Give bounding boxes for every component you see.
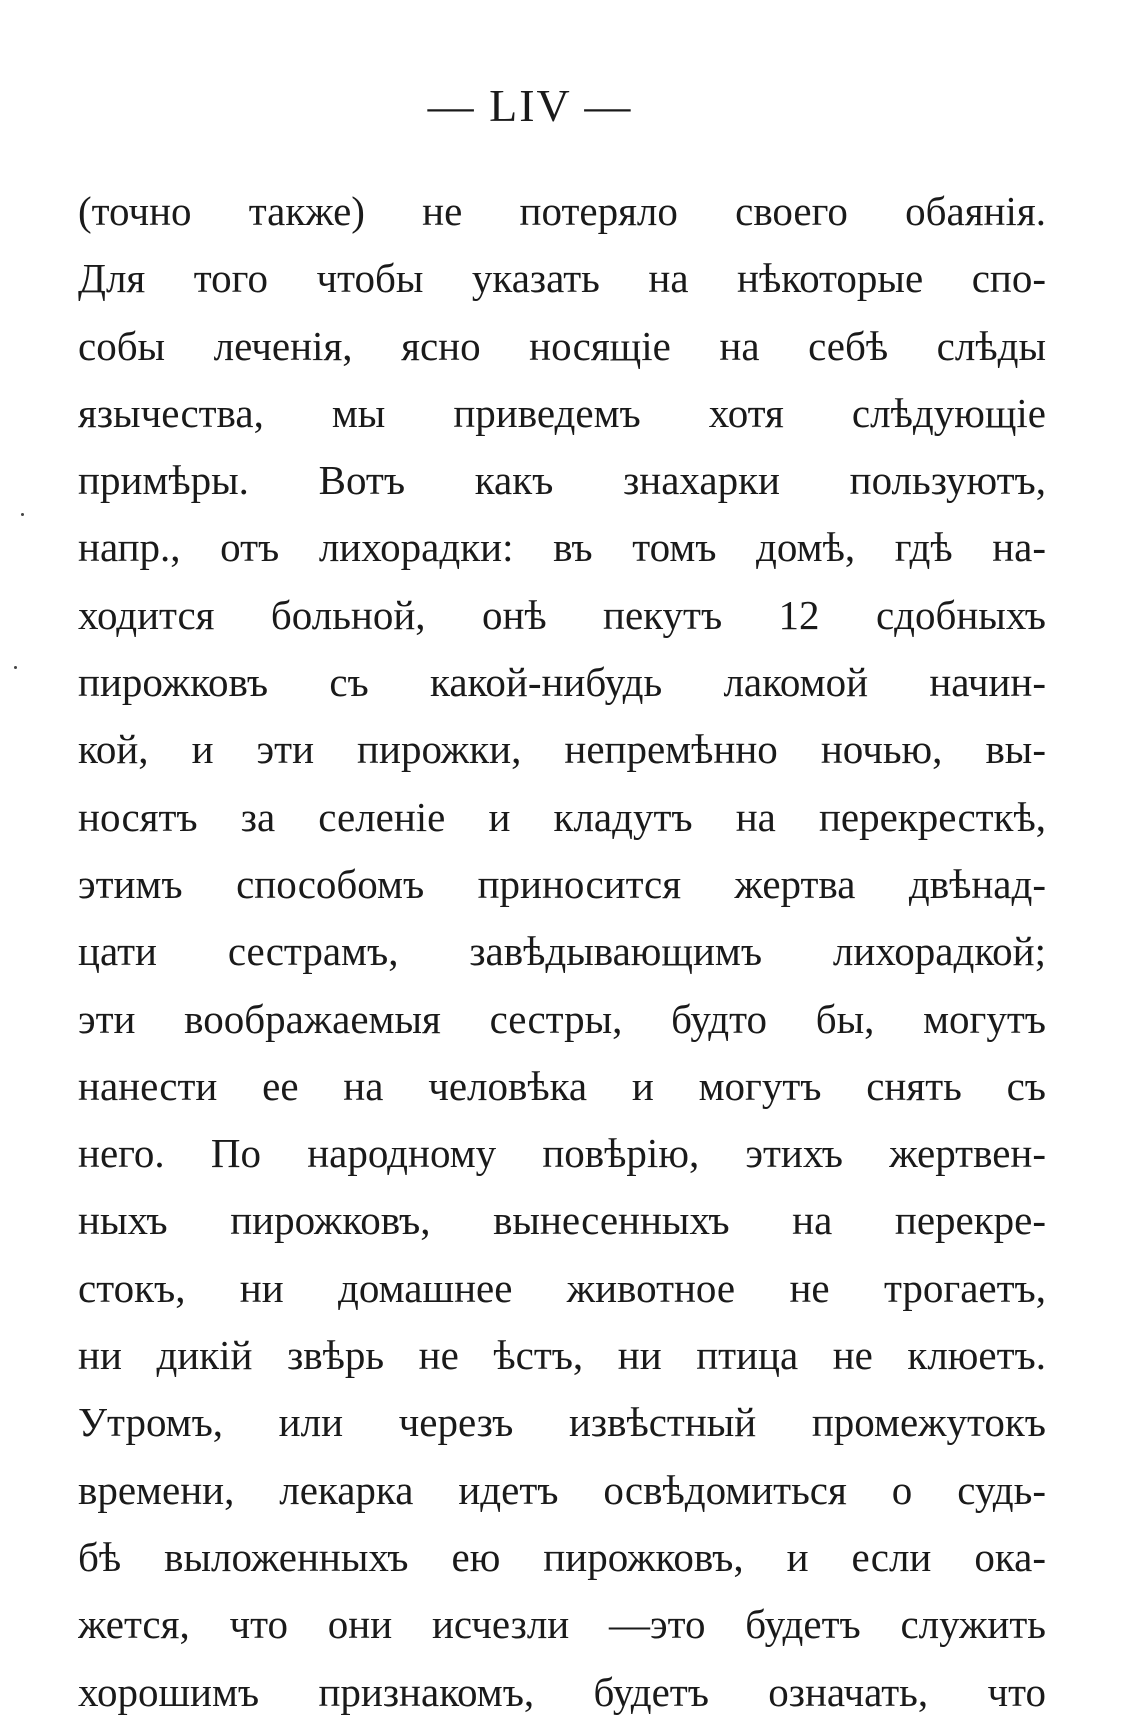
text-line: цати сестрамъ, завѣдывающимъ лихорадкой; (78, 928, 1046, 975)
text-line: ни дикій звѣрь не ѣстъ, ни птица не клюетъ. (78, 1332, 1046, 1379)
text-line: пирожковъ съ какой-нибудь лакомой начин- (78, 659, 1046, 706)
body-text (78, 178, 1046, 1726)
text-line: времени, лекарка идетъ освѣдомиться о судь- (78, 1466, 1046, 1513)
text-line: этимъ способомъ приносится жертва двѣнад- (78, 860, 1046, 907)
text-line: кой, и эти пирожки, непремѣнно ночью, вы- (78, 726, 1046, 773)
text-line: него. По народному повѣрію, этихъ жертвен- (78, 1130, 1046, 1177)
text-line: эти воображаемыя сестры, будто бы, могутъ (78, 995, 1046, 1042)
text-line: хорошимъ признакомъ, будетъ означать, что (78, 1668, 1046, 1715)
text-line: ныхъ пирожковъ, вынесенныхъ на перекре- (78, 1197, 1046, 1244)
text-line: собы леченія, ясно носящіе на себѣ слѣды (78, 322, 1046, 369)
margin-speck (21, 513, 24, 516)
text-line: Для того чтобы указать на нѣкоторые спо- (78, 255, 1046, 302)
text-line: Утромъ, или черезъ извѣстный промежутокъ (78, 1399, 1046, 1446)
text-line: носятъ за селеніе и кладутъ на перекресткѣ, (78, 793, 1046, 840)
text-line: (точно также) не потеряло своего обаянія. (78, 188, 1046, 234)
text-line: напр., отъ лихорадки: въ томъ домѣ, гдѣ на- (78, 524, 1046, 571)
text-line: язычества, мы приведемъ хотя слѣдующіе (78, 389, 1046, 436)
text-line: стокъ, ни домашнее животное не трогаетъ, (78, 1264, 1046, 1311)
margin-speck (14, 666, 17, 669)
page-number-header: — LIV — (427, 80, 633, 131)
text-line: бѣ выложенныхъ ею пирожковъ, и если ока- (78, 1533, 1046, 1580)
text-line: жется, что они исчезли —это будетъ служить (78, 1601, 1046, 1648)
text-line: ходится больной, онѣ пекутъ 12 сдобныхъ (78, 591, 1046, 638)
text-line: примѣры. Вотъ какъ знахарки пользуютъ, (78, 457, 1046, 504)
text-line: нанести ее на человѣка и могутъ снять съ (78, 1062, 1046, 1109)
